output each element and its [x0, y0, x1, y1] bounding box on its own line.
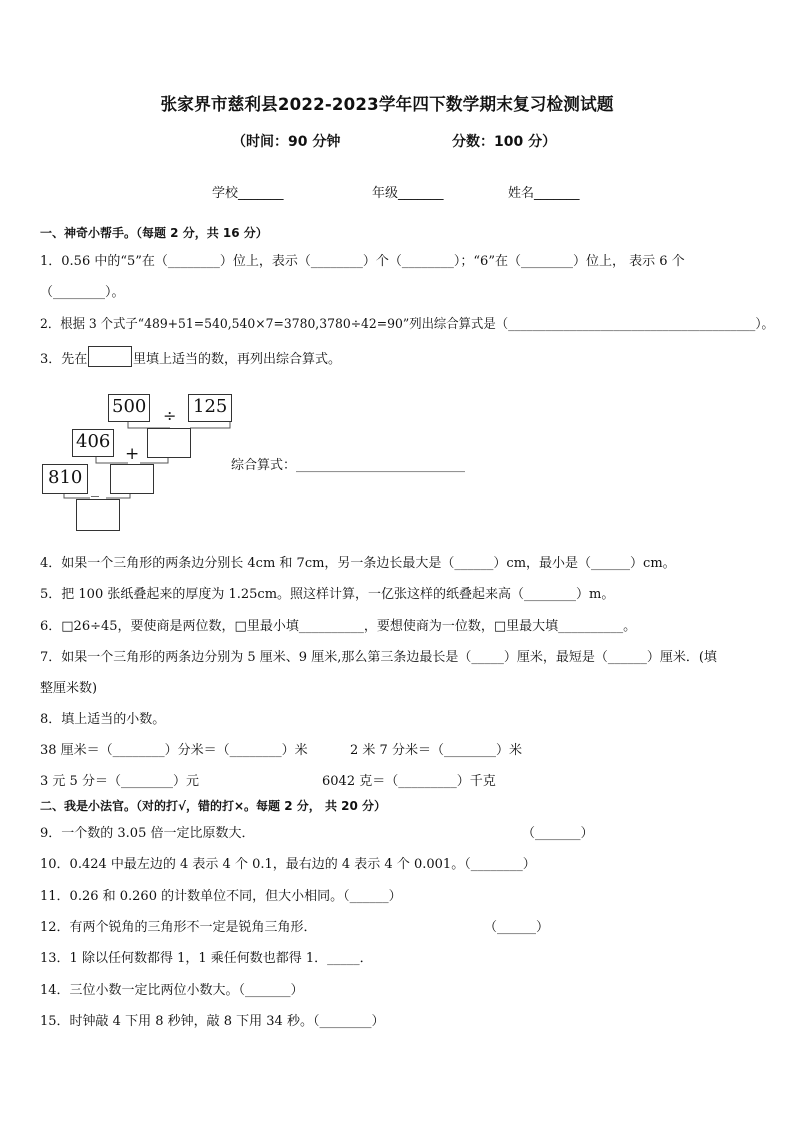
formula-label: 综合算式：__________________________: [231, 458, 466, 473]
school-field: 学校_______: [212, 186, 284, 201]
question-9: 9．一个数的 3.05 倍一定比原数大．: [40, 826, 255, 841]
question-10: 10．0.424 中最左边的 4 表示 4 个 0.1，最右边的 4 表示 4 个 0.001。（________）: [40, 857, 536, 872]
question-14: 14．三位小数一定比两位小数大。（_______）: [40, 983, 304, 998]
question-5: 5．把 100 张纸叠起来的厚度为 1.25cm。照这样计算，一亿张这样的纸叠起来高（________）m。: [40, 587, 615, 602]
question-8-part-a: 38 厘米＝（________）分米＝（________）米: [40, 743, 308, 758]
minus-sign: _: [91, 478, 99, 497]
number-406: 406: [76, 431, 111, 452]
question-2: 2．根据 3 个式子“489+51=540,540×7=3780,3780÷42=90”列出综合算式是（________________________________________）。: [40, 317, 774, 332]
question-6: 6．□26÷45，要使商是两位数，□里最小填__________，要想使商为一位数，□里最大填__________。: [40, 619, 637, 634]
answer-box-quotient[interactable]: [147, 428, 191, 458]
number-810: 810: [48, 467, 83, 488]
exam-score: 分数：100 分）: [452, 134, 557, 150]
question-3-suffix: 里填上适当的数，再列出综合算式。: [133, 352, 342, 367]
page-title: 张家界市慈利县2022-2023学年四下数学期末复习检测试题: [160, 95, 614, 115]
question-1-line2: （________）。: [40, 285, 125, 300]
question-11: 11．0.26 和 0.260 的计数单位不同，但大小相同。（______）: [40, 889, 402, 904]
section1-heading: 一、神奇小帮手。（每题 2 分，共 16 分）: [40, 226, 268, 240]
question-1-line1: 1．0.56 中的“5”在（________）位上，表示（________）个（________）；“6”在（________）位上， 表示 6 个: [40, 254, 685, 269]
question-12: 12．有两个锐角的三角形不一定是锐角三角形．: [40, 920, 317, 935]
question-8-part-c: 3 元 5 分＝（________）元: [40, 774, 199, 789]
question-3-prefix: 3．先在: [40, 352, 88, 367]
answer-box-sum[interactable]: [110, 464, 154, 494]
question-8-part-d: 6042 克＝（_________）千克: [322, 774, 496, 789]
question-4: 4．如果一个三角形的两条边分别长 4cm 和 7cm，另一条边长最大是（______）cm，最小是（______）cm。: [40, 556, 676, 571]
number-125: 125: [193, 396, 228, 417]
section2-heading: 二、我是小法官。（对的打√，错的打×。每题 2 分， 共 20 分）: [40, 799, 386, 813]
grade-field: 年级_______: [372, 186, 444, 201]
question-9-answer-blank: （_______）: [522, 826, 594, 841]
name-field: 姓名_______: [508, 186, 580, 201]
answer-box-difference[interactable]: [76, 499, 120, 531]
question-8: 8．填上适当的小数。: [40, 712, 166, 727]
divide-sign: ÷: [163, 406, 177, 425]
question-15: 15．时钟敲 4 下用 8 秒钟，敲 8 下用 34 秒。（________）: [40, 1014, 385, 1029]
exam-time: （时间：90 分钟: [232, 134, 341, 150]
number-500: 500: [112, 396, 147, 417]
question-7-line1: 7．如果一个三角形的两条边分别为 5 厘米、9 厘米,那么第三条边最长是（_____）厘米，最短是（______）厘米．(填: [40, 650, 717, 665]
question-8-part-b: 2 米 7 分米＝（________）米: [350, 743, 522, 758]
question-13: 13．1 除以任何数都得 1，1 乘任何数也都得 1．_____．: [40, 951, 373, 966]
plus-sign: +: [125, 444, 140, 464]
question-12-answer-blank: （______）: [484, 920, 550, 935]
question-7-line2: 整厘米数): [40, 681, 98, 696]
